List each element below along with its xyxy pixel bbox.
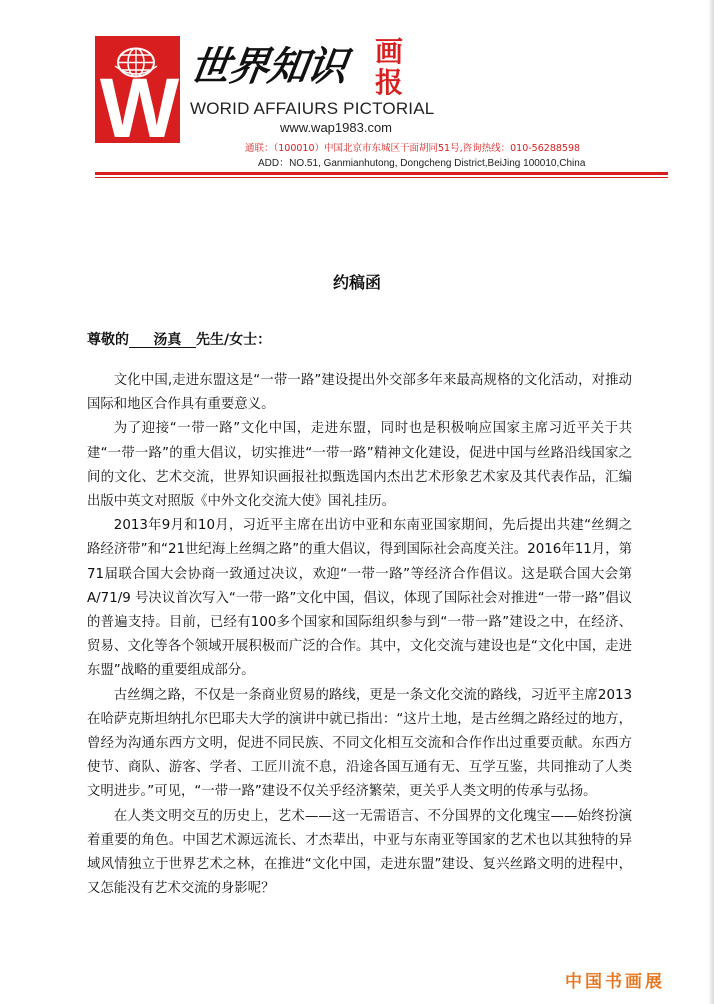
paragraph: 在人类文明交互的历史上，艺术——这一无需语言、不分国界的文化瑰宝——始终扮演着重要的角色。中国艺术源远流长、才杰辈出，中亚与东南亚等国家的艺术也以其独特的异域风情独立于世界艺术之林，在推进“文化中国，走进东盟”建设、复兴丝路文明的进程中，又怎能没有艺术交流的身影呢？ (87, 808, 632, 897)
website-url[interactable]: www.wap1983.com (280, 120, 392, 135)
salutation-suffix: 先生/女士： (196, 332, 272, 348)
brand-name-chinese: 世界知识 (186, 43, 350, 90)
magazine-logo (95, 36, 180, 155)
address-chinese: 通联：（100010）中国北京市东城区干面胡同51号,咨询热线：010-56288598 (245, 143, 581, 154)
logo-letter: W (99, 61, 176, 155)
brand-huabao: 画报 (374, 35, 403, 99)
address-english: ADD：NO.51, Ganmianhutong, Dongcheng District,BeiJing 100010,China (258, 158, 586, 169)
brand-name-english: WORID AFFAIURS PICTORIAL (190, 99, 435, 118)
recipient-name: 汤真 (153, 332, 182, 348)
salutation-prefix: 尊敬的 (87, 332, 129, 348)
page-edge-shadow (708, 0, 714, 1004)
letter-body (87, 369, 632, 901)
document-title: 约稿函 (332, 273, 381, 292)
letterhead-divider (95, 172, 668, 175)
paragraph: 古丝绸之路，不仅是一条商业贸易的路线，更是一条文化交流的路线，习近平主席2013在哈萨克斯坦纳扎尔巴耶夫大学的演讲中就已指出：“这片土地，是古丝绸之路经过的地方，曾经为沟通东西方文明，促进不同民族、不同文化相互交流和合作作出过重要贡献。东西方使节、商队、游客、学者、工匠川流不息，沿途各国互通有无、互学互鉴，共同推动了人类文明进步。”可见，“一带一路”建设不仅关乎经济繁荣，更关乎人类文明的传承与弘扬。 (87, 687, 632, 800)
salutation (87, 329, 487, 351)
paragraph: 为了迎接“一带一路”文化中国，走进东盟，同时也是积极响应国家主席习近平关于共建“一带一路”的重大倡议，切实推进“一带一路”精神文化建设，促进中国与丝路沿线国家之间的文化、艺术交流，世界知识画报社拟甄选国内杰出艺术形象艺术家及其代表作品，汇编出版中英文对照版《中外文化交流大使》国礼挂历。 (87, 421, 632, 510)
footer-brand: 中国书画展 (565, 972, 665, 992)
letterhead-divider-thin (95, 177, 668, 178)
paragraph: 2013年9月和10月，习近平主席在出访中亚和东南亚国家期间，先后提出共建“丝绸之路经济带”和“21世纪海上丝绸之路”的重大倡议，得到国际社会高度关注。2016年11月，第71届联合国大会协商一致通过决议，欢迎“一带一路”等经济合作倡议。这是联合国大会第 A/71/9 号决议首次写入“一带一路”文化中国，倡议，体现了国际社会对推进“一带一路”倡议的普遍支持。目前，已经有100多个国家和国际组织参与到“一带一路”建设之中，在经济、贸易、文化等各个领域开展积极而广泛的合作。其中，文化交流与建设也是“文化中国，走进东盟”战略的重要组成部分。 (87, 518, 632, 679)
paragraph: 文化中国,走进东盟这是“一带一路”建设提出外交部多年来最高规格的文化活动，对推动国际和地区合作具有重要意义。 (87, 373, 632, 413)
